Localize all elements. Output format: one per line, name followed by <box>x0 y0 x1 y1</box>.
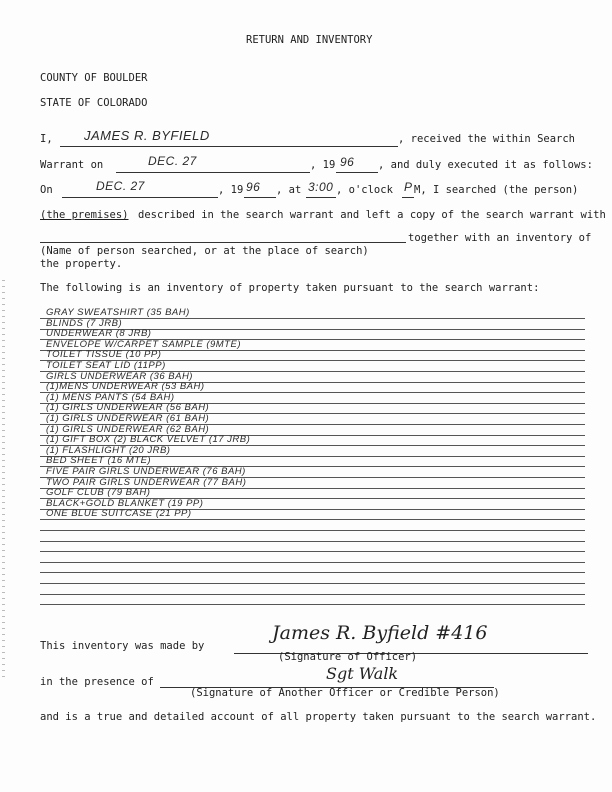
witness-caption: (Signature of Another Officer or Credible Person) <box>190 687 500 699</box>
meridiem: P <box>404 180 413 194</box>
inventory-item: FIVE PAIR GIRLS UNDERWEAR (76 BAH) <box>46 466 246 477</box>
executed-text: , and duly executed it as follows: <box>378 159 593 171</box>
inventory-item: (1) GIRLS UNDERWEAR (61 BAH) <box>46 413 210 424</box>
at-text: , at <box>276 184 302 196</box>
person-searched-line <box>40 242 406 243</box>
inventory-item: (1) GIRLS UNDERWEAR (62 BAH) <box>46 423 210 435</box>
search-date-line <box>62 197 218 198</box>
officer-name-line <box>60 146 398 147</box>
inventory-item: (1) GIRLS UNDERWEAR (56 BAH) <box>46 402 210 414</box>
inventory-rule-line <box>40 594 585 595</box>
officer-signature: James R. Byfield #416 <box>272 622 488 644</box>
inventory-item: (1) MENS PANTS (54 BAH) <box>46 391 175 403</box>
warrant-date: DEC. 27 <box>148 154 197 168</box>
county-line: COUNTY OF BOULDER <box>40 72 148 84</box>
searched-text: M, I searched (the person) <box>414 184 579 196</box>
witness-signature: Sgt Walk <box>326 664 399 683</box>
inventory-item: BLINDS (7 JRB) <box>46 317 123 329</box>
inventory-item: GIRLS UNDERWEAR (36 BAH) <box>46 370 193 382</box>
inventory-item: UNDERWEAR (8 JRB) <box>46 328 152 340</box>
oclock-text: , o'clock <box>336 184 393 196</box>
inventory-item: (1) FLASHLIGHT (20 JRB) <box>46 444 171 456</box>
scan-margin-artifact <box>2 280 5 680</box>
search-year-prefix: , 19 <box>218 184 244 196</box>
inventory-rule-line <box>40 541 585 542</box>
inventory-rule-line <box>40 562 585 563</box>
inventory-rule-line <box>40 572 585 573</box>
search-year: 96 <box>246 180 261 194</box>
inventory-item: ENVELOPE W/CARPET SAMPLE (9MTE) <box>46 338 241 350</box>
inventory-item: BLACK+GOLD BLANKET (19 PP) <box>46 497 204 509</box>
inventory-item: TOILET SEAT LID (11PP) <box>46 360 166 371</box>
officer-name: JAMES R. BYFIELD <box>84 128 210 143</box>
warrant-on-label: Warrant on <box>40 159 104 171</box>
inventory-item: TWO PAIR GIRLS UNDERWEAR (77 BAH) <box>46 476 247 488</box>
officer-caption: (Signature of Officer) <box>278 651 418 663</box>
inventory-item: GOLF CLUB (79 BAH) <box>46 487 151 499</box>
inventory-rule-line <box>40 551 585 552</box>
warrant-year: 96 <box>340 155 355 169</box>
search-time: 3:00 <box>308 180 334 194</box>
inventory-intro: The following is an inventory of property taken pursuant to the search warrant: <box>40 282 540 294</box>
meridiem-line <box>402 197 414 198</box>
inventory-rule-line <box>40 519 585 520</box>
inventory-item: TOILET TISSUE (10 PP) <box>46 349 162 361</box>
the-property: the property. <box>40 258 123 270</box>
warrant-year-line <box>336 172 378 173</box>
premises-description: described in the search warrant and left a copy of the search warrant with <box>138 209 606 221</box>
premises-option: (the premises) <box>40 209 129 221</box>
inventory-item: ONE BLUE SUITCASE (21 PP) <box>46 508 192 520</box>
on-label: On <box>40 184 53 196</box>
intro-prefix: I, <box>40 133 53 145</box>
made-by-label: This inventory was made by <box>40 640 205 652</box>
inventory-item: BED SHEET (16 MTE) <box>46 455 152 467</box>
presence-label: in the presence of <box>40 676 154 688</box>
warrant-date-line <box>116 172 310 173</box>
warrant-year-prefix: , 19 <box>310 159 336 171</box>
time-line <box>306 197 336 198</box>
search-date: DEC. 27 <box>96 179 145 193</box>
inventory-item: (1) GIFT BOX (2) BLACK VELVET (17 JRB) <box>46 434 251 446</box>
inventory-item: (1)MENS UNDERWEAR (53 BAH) <box>46 381 205 393</box>
search-year-line <box>244 197 276 198</box>
closing-statement: and is a true and detailed account of all property taken pursuant to the search warrant. <box>40 711 597 723</box>
inventory-item: GRAY SWEATSHIRT (35 BAH) <box>46 307 190 318</box>
inventory-rule-line <box>40 604 585 605</box>
name-note: (Name of person searched, or at the place of search) <box>40 245 369 257</box>
inventory-rule-line <box>40 583 585 584</box>
state-line: STATE OF COLORADO <box>40 97 148 109</box>
together-text: together with an inventory of <box>408 232 592 244</box>
inventory-rule-line <box>40 530 585 531</box>
received-text: , received the within Search <box>398 133 576 145</box>
document-title: RETURN AND INVENTORY <box>246 34 373 46</box>
